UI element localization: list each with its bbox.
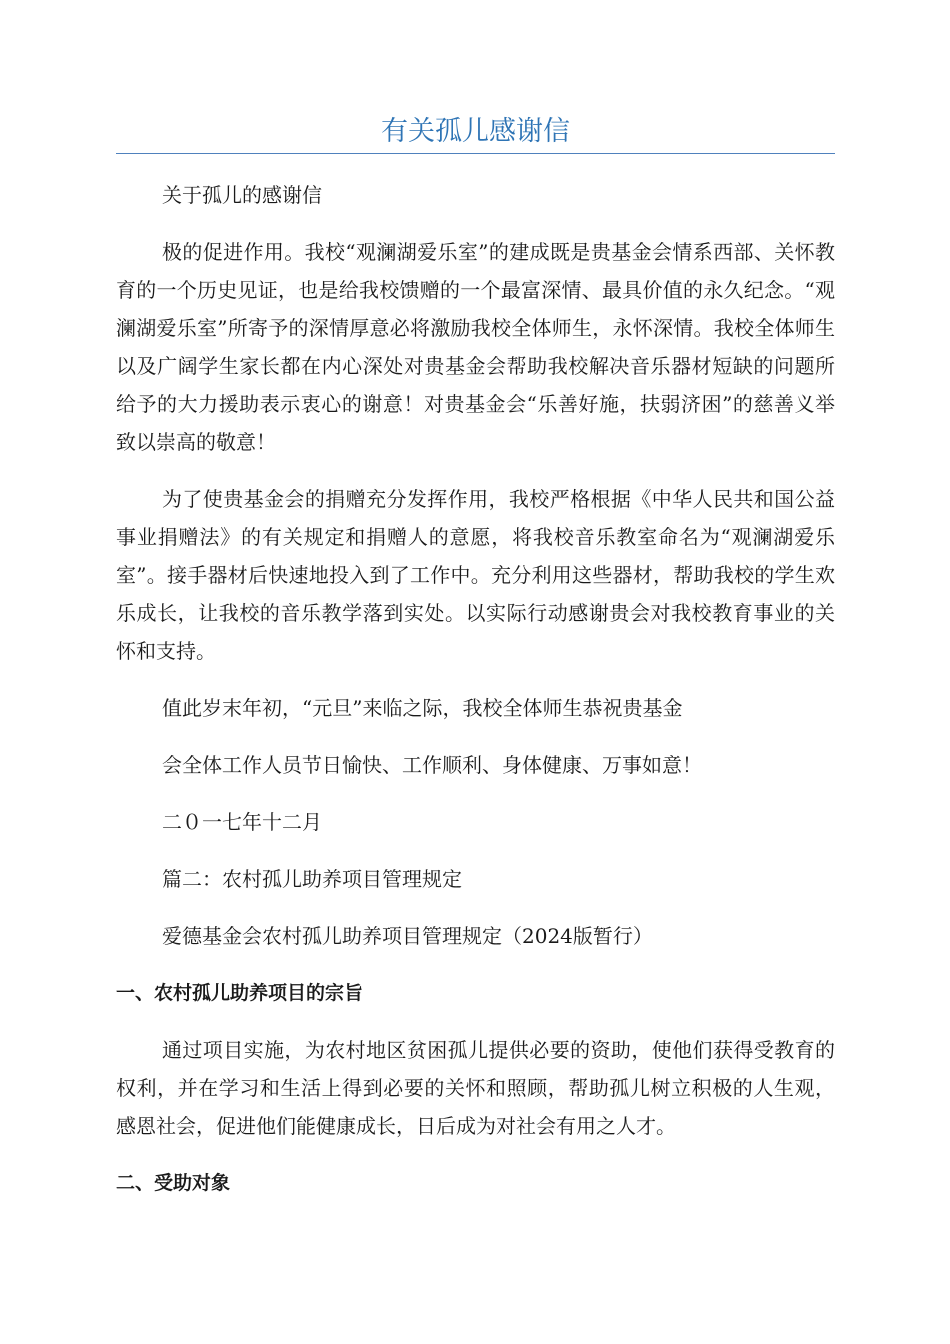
paragraph-regulation-title: 爱德基金会农村孤儿助养项目管理规定（2024版暂行） <box>162 924 653 948</box>
paragraph-date: 二０一七年十二月 <box>162 810 322 834</box>
document-title: 有关孤儿感谢信 <box>381 116 570 147</box>
paragraph-donation-use: 为了使贵基金会的捐赠充分发挥作用，我校严格根据《中华人民共和国公益事业捐赠法》的有关规定和捐赠人的意愿，将我校音乐教室命名为“观澜湖爱乐室”。接手器材后快速地投入到了工作中。充分利用这些器材，帮助我校的学生欢乐成长，让我校的音乐教学落到实处。以实际行动感谢贵会对我校教育事业的关怀和支持。 <box>116 487 835 663</box>
document-page <box>116 112 835 1221</box>
paragraph-wishes: 会全体工作人员节日愉快、工作顺利、身体健康、万事如意！ <box>162 753 702 777</box>
title-underline <box>116 153 835 154</box>
section-heading-recipients: 二、受助对象 <box>116 1172 231 1194</box>
section-heading-purpose: 一、农村孤儿助养项目的宗旨 <box>116 982 364 1004</box>
paragraph-purpose: 通过项目实施，为农村地区贫困孤儿提供必要的资助，使他们获得受教育的权利，并在学习和生活上得到必要的关怀和照顾，帮助孤儿树立积极的人生观，感恩社会，促进他们能健康成长，日后成为对社会有用之人才。 <box>116 1038 835 1138</box>
paragraph-gratitude: 极的促进作用。我校“观澜湖爱乐室”的建成既是贵基金会情系西部、关怀教育的一个历史见证，也是给我校馈赠的一个最富深情、最具价值的永久纪念。“观澜湖爱乐室”所寄予的深情厚意必将激励我校全体师生，永怀深情。我校全体师生以及广阔学生家长都在内心深处对贵基金会帮助我校解决音乐器材短缺的问题所给予的大力援助表示衷心的谢意！对贵基金会“乐善好施，扶弱济困”的慈善义举致以崇高的敬意！ <box>116 240 835 454</box>
paragraph-part-two: 篇二：农村孤儿助养项目管理规定 <box>162 867 462 891</box>
paragraph-letter-heading: 关于孤儿的感谢信 <box>162 183 322 207</box>
paragraph-greeting: 值此岁末年初，“元旦”来临之际，我校全体师生恭祝贵基金 <box>162 696 683 720</box>
